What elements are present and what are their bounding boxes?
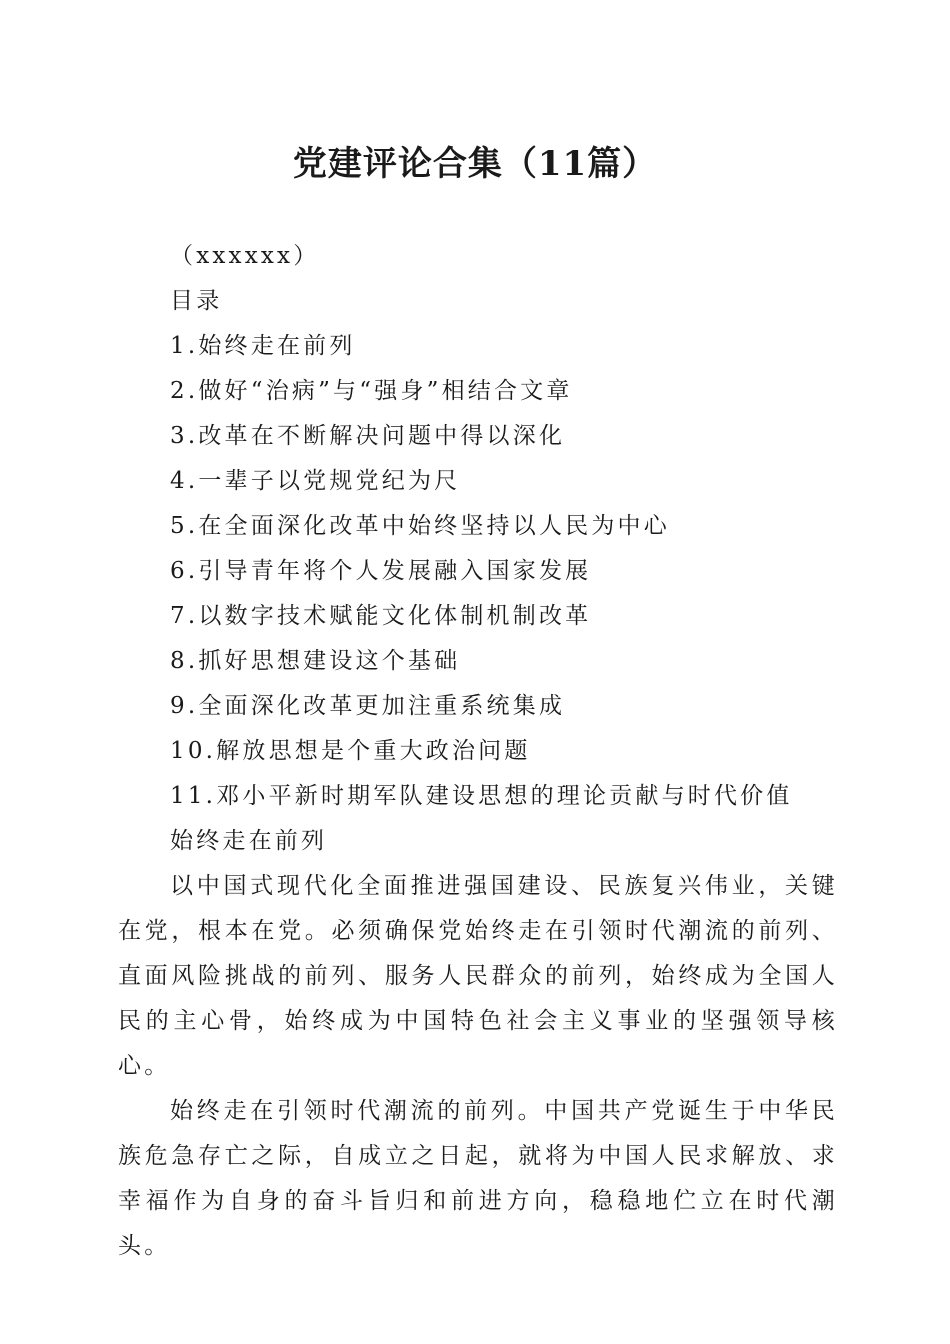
document-body xyxy=(118,234,838,1269)
toc-item-3: 3.改革在不断解决问题中得以深化 xyxy=(170,423,566,449)
toc-item-8: 8.抓好思想建设这个基础 xyxy=(170,648,461,674)
table-of-contents xyxy=(118,324,838,819)
toc-item-4: 4.一辈子以党规党纪为尺 xyxy=(170,468,461,494)
toc-heading: 目录 xyxy=(170,288,223,314)
toc-item-7: 7.以数字技术赋能文化体制机制改革 xyxy=(170,603,592,629)
toc-item-2: 2.做好“治病”与“强身”相结合文章 xyxy=(170,378,573,404)
paragraph-1: 以中国式现代化全面推进强国建设、民族复兴伟业，关键在党，根本在党。必须确保党始终走在引领时代潮流的前列、直面风险挑战的前列、服务人民群众的前列，始终成为全国人民的主心骨，始终成为中国特色社会主义事业的坚强领导核心。 xyxy=(118,873,838,1079)
paragraph-2: 始终走在引领时代潮流的前列。中国共产党诞生于中华民族危急存亡之际，自成立之日起，就将为中国人民求解放、求幸福作为自身的奋斗旨归和前进方向，稳稳地伫立在时代潮头。 xyxy=(118,1098,838,1259)
source-note: （xxxxxx） xyxy=(170,243,320,269)
section-title: 始终走在前列 xyxy=(170,828,328,854)
toc-item-1: 1.始终走在前列 xyxy=(170,333,356,359)
document-title: 党建评论合集（11篇） xyxy=(292,144,658,184)
toc-item-10: 10.解放思想是个重大政治问题 xyxy=(170,738,531,764)
toc-item-9: 9.全面深化改革更加注重系统集成 xyxy=(170,693,566,719)
toc-item-5: 5.在全面深化改革中始终坚持以人民为中心 xyxy=(170,513,670,539)
toc-item-11: 11.邓小平新时期军队建设思想的理论贡献与时代价值 xyxy=(170,783,793,809)
toc-item-6: 6.引导青年将个人发展融入国家发展 xyxy=(170,558,592,584)
